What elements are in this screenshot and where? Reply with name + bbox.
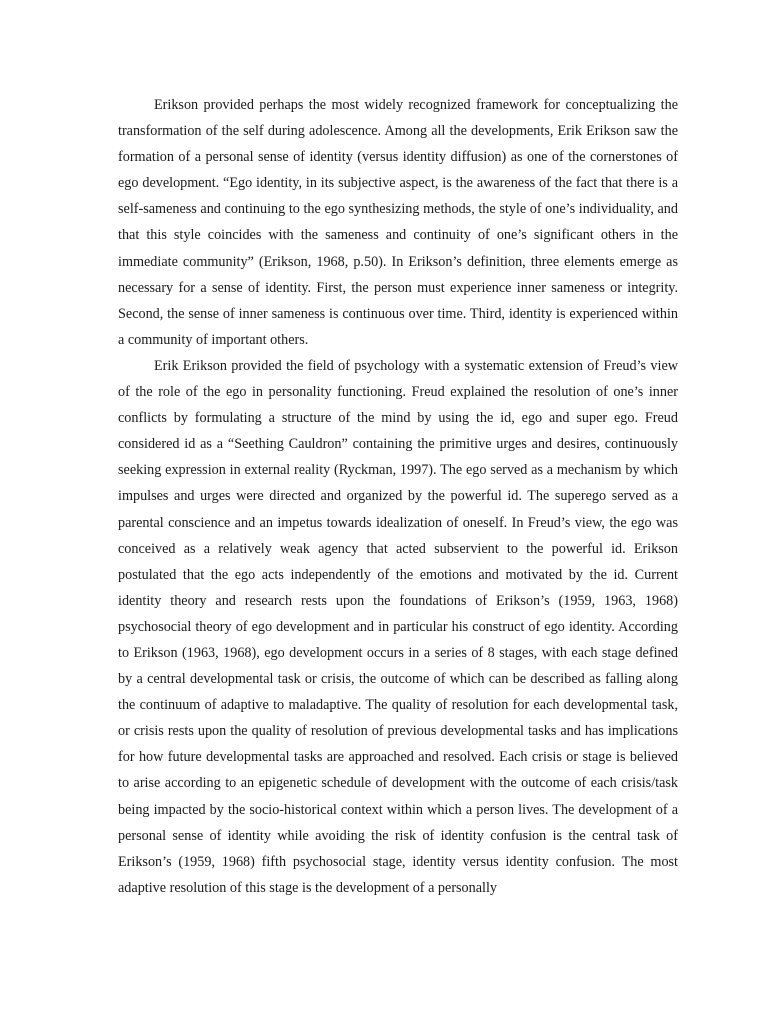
body-text [118, 92, 678, 901]
paragraph-erikson-framework: Erikson provided perhaps the most widely recognized framework for conceptualizing the transformation of the self during adolescence. Among all the developments, Erik Erikson saw the formation of a personal sense of identity (versus identity diffusion) as one of the cornerstones of ego development. “Ego identity, in its subjective aspect, is the awareness of the fact that there is a self-sameness and continuing to the ego synthesizing methods, the style of one’s individuality, and that this style coincides with the sameness and continuity of one’s significant others in the immediate community” (Erikson, 1968, p.50). In Erikson’s definition, three elements emerge as necessary for a sense of identity. First, the person must experience inner sameness or integrity. Second, the sense of inner sameness is continuous over time. Third, identity is experienced within a community of important others. [118, 97, 678, 348]
paragraph-freud-ego-theory: Erik Erikson provided the field of psychology with a systematic extension of Freud’s view of the role of the ego in personality functioning. Freud explained the resolution of one’s inner conflicts by formulating a structure of the mind by using the id, ego and super ego. Freud considered id as a “Seething Cauldron” containing the primitive urges and desires, continuously seeking expression in external reality (Ryckman, 1997). The ego served as a mechanism by which impulses and urges were directed and organized by the powerful id. The superego served as a parental conscience and an impetus towards idealization of oneself. In Freud’s view, the ego was conceived as a relatively weak agency that acted subservient to the powerful id. Erikson postulated that the ego acts independently of the emotions and motivated by the id. Current identity theory and research rests upon the foundations of Erikson’s (1959, 1963, 1968) psychosocial theory of ego development and in particular his construct of ego identity. According to Erikson (1963, 1968), ego development occurs in a series of 8 stages, with each stage defined by a central developmental task or crisis, the outcome of which can be described as falling along the continuum of adaptive to maladaptive. The quality of resolution for each developmental task, or crisis rests upon the quality of resolution of previous developmental tasks and has implications for how future developmental tasks are approached and resolved. Each crisis or stage is believed to arise according to an epigenetic schedule of development with the outcome of each crisis/task being impacted by the socio-historical context within which a person lives. The development of a personal sense of identity while avoiding the risk of identity confusion is the central task of Erikson’s (1959, 1968) fifth psychosocial stage, identity versus identity confusion. The most adaptive resolution of this stage is the development of a personally [118, 357, 678, 896]
